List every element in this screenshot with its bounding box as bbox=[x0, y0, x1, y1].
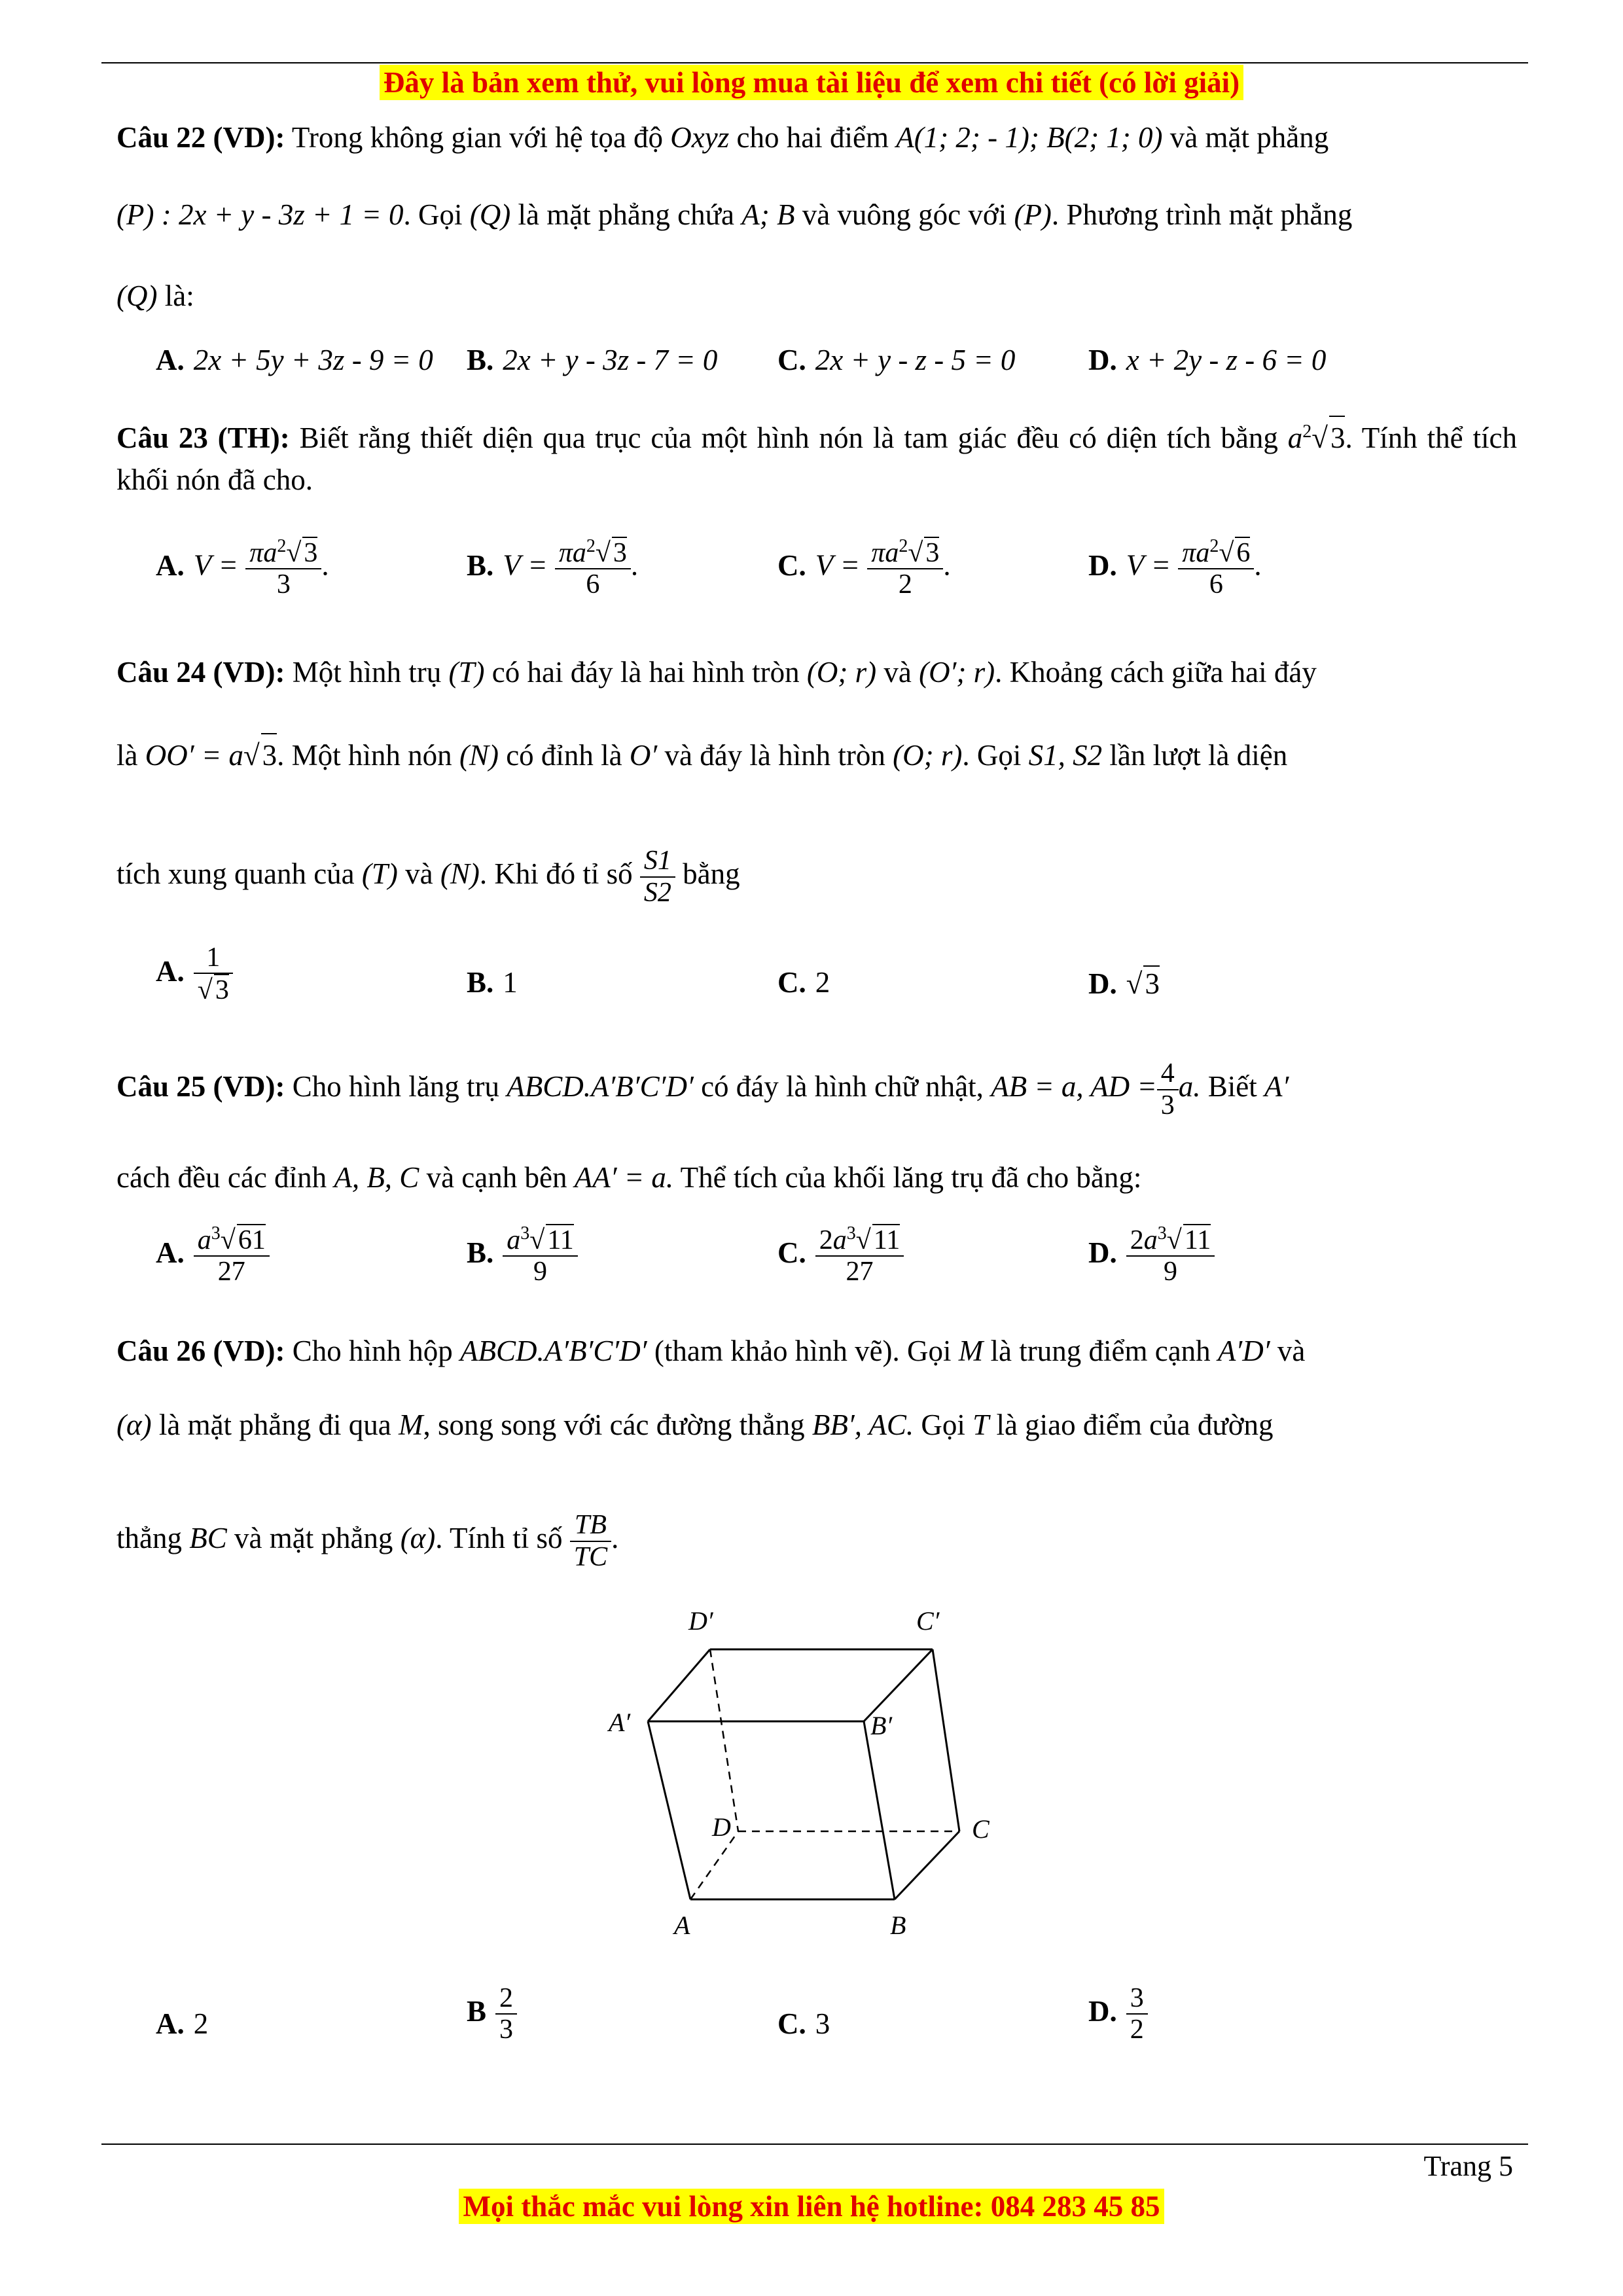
question-22-line2: (P) : 2x + y - 3z + 1 = 0. Gọi (Q) là mặt phẳng chứa A; B và vuông góc với (P). Phương trình mặt phẳng bbox=[116, 198, 1353, 231]
bottom-rule bbox=[101, 2144, 1528, 2145]
question-26-line2: (α) là mặt phẳng đi qua M, song song với các đường thẳng BB′, AC. Gọi T là giao điểm của đường bbox=[116, 1408, 1274, 1441]
q24-option-a[interactable]: A. $\frac{1}{√3}$ bbox=[156, 942, 233, 1005]
q24-option-b[interactable]: B. 1 bbox=[467, 966, 518, 999]
question-23: Câu 23 (TH): Biết rằng thiết diện qua trục của một hình nón là tam giác đều có diện tích bằng $a^2√3$. Tính thể tích khối nón đã cho. bbox=[116, 411, 1517, 501]
edge-ap-a bbox=[648, 1721, 690, 1899]
q25-option-a[interactable]: A. $\frac{a^3√61}{27}$ bbox=[156, 1224, 270, 1287]
question-24: Câu 24 (VD): Một hình trụ (T) có hai đáy là hai hình tròn (O; r) và (O′; r). Khoảng cách giữa hai đáy bbox=[116, 656, 1317, 689]
edge-dp-d bbox=[710, 1649, 738, 1831]
label-a: A bbox=[674, 1910, 690, 1940]
hotline-banner: Mọi thắc mắc vui lòng xin liên hệ hotline: 084 283 45 85 bbox=[0, 2189, 1623, 2223]
question-22-line3: (Q) là: bbox=[116, 279, 194, 312]
label-d-prime: D′ bbox=[688, 1606, 713, 1636]
edge-b-c bbox=[895, 1831, 959, 1899]
label-b-prime: B′ bbox=[870, 1711, 893, 1740]
label-b: B bbox=[890, 1910, 906, 1940]
question-26-line3: thẳng BC và mặt phẳng (α). Tính tỉ số $\frac{TB}{TC}$ . bbox=[116, 1510, 619, 1572]
question-26: Câu 26 (VD): Cho hình hộp ABCD.A′B′C′D′ (tham khảo hình vẽ). Gọi M là trung điểm cạnh A′D′ và bbox=[116, 1335, 1306, 1367]
question-22: Câu 22 (VD): Trong không gian với hệ tọa độ Oxyz cho hai điểm A(1; 2; - 1); B(2; 1; 0) và mặt phẳng bbox=[116, 121, 1329, 154]
q26-option-c[interactable]: C. 3 bbox=[777, 2007, 830, 2040]
q26-option-b[interactable]: B $\frac{2}{3}$ bbox=[467, 1983, 517, 2045]
q25-option-c[interactable]: C. $\frac{2a^3√11}{27}$ bbox=[777, 1224, 904, 1287]
q22-option-b[interactable]: B. 2x + y - 3z - 7 = 0 bbox=[467, 344, 718, 376]
q23-option-d[interactable]: D. V = $\frac{\pi a^2√6}{6}$ . bbox=[1088, 536, 1262, 600]
q25-option-b[interactable]: B. $\frac{a^3√11}{9}$ bbox=[467, 1224, 578, 1287]
question-24-line3: tích xung quanh của (T) và (N). Khi đó tỉ số $\frac{S1}{S2}$ bằng bbox=[116, 846, 740, 908]
q22-option-c[interactable]: C. 2x + y - z - 5 = 0 bbox=[777, 344, 1016, 376]
q23-option-a[interactable]: A. V = $\frac{\pi a^2√3}{3}$ . bbox=[156, 536, 329, 600]
preview-banner: Đây là bản xem thử, vui lòng mua tài liệu để xem chi tiết (có lời giải) bbox=[0, 65, 1623, 99]
q25-option-d[interactable]: D. $\frac{2a^3√11}{9}$ bbox=[1088, 1224, 1215, 1287]
question-25-line2: cách đều các đỉnh A, B, C và cạnh bên AA′ = a. Thể tích của khối lăng trụ đã cho bằng: bbox=[116, 1161, 1142, 1194]
question-24-line2: là OO′ = a√3. Một hình nón (N) có đỉnh là O′ và đáy là hình tròn (O; r). Gọi S1, S2 lần lượt là diện bbox=[116, 733, 1517, 776]
label-d: D bbox=[712, 1812, 731, 1842]
q22-option-d[interactable]: D. x + 2y - z - 6 = 0 bbox=[1088, 344, 1327, 376]
label-c: C bbox=[972, 1814, 990, 1844]
question-25: Câu 25 (VD): Cho hình lăng trụ ABCD.A′B′C′D′ có đáy là hình chữ nhật, AB = a, AD = $\frac{4}{3}$ a. Biết A′ bbox=[116, 1058, 1289, 1121]
parallelepiped-figure bbox=[589, 1597, 1034, 1950]
q26-option-a[interactable]: A. 2 bbox=[156, 2007, 209, 2040]
q24-option-d[interactable]: D. √3 bbox=[1088, 965, 1160, 1001]
edge-b-bp bbox=[864, 1721, 895, 1899]
label-a-prime: A′ bbox=[609, 1708, 631, 1737]
q24-option-c[interactable]: C. 2 bbox=[777, 966, 830, 999]
q26-option-d[interactable]: D. $\frac{3}{2}$ bbox=[1088, 1983, 1148, 2045]
top-rule bbox=[101, 62, 1528, 63]
edge-c-cp bbox=[933, 1649, 959, 1831]
label-c-prime: C′ bbox=[916, 1606, 940, 1636]
q23-option-b[interactable]: B. V = $\frac{\pi a^2√3}{6}$ . bbox=[467, 536, 639, 600]
edge-dp-ap bbox=[648, 1649, 710, 1721]
q23-option-c[interactable]: C. V = $\frac{\pi a^2√3}{2}$ . bbox=[777, 536, 951, 600]
q22-option-a[interactable]: A. 2x + 5y + 3z - 9 = 0 bbox=[156, 344, 433, 376]
page-number: Trang 5 bbox=[1423, 2150, 1513, 2182]
